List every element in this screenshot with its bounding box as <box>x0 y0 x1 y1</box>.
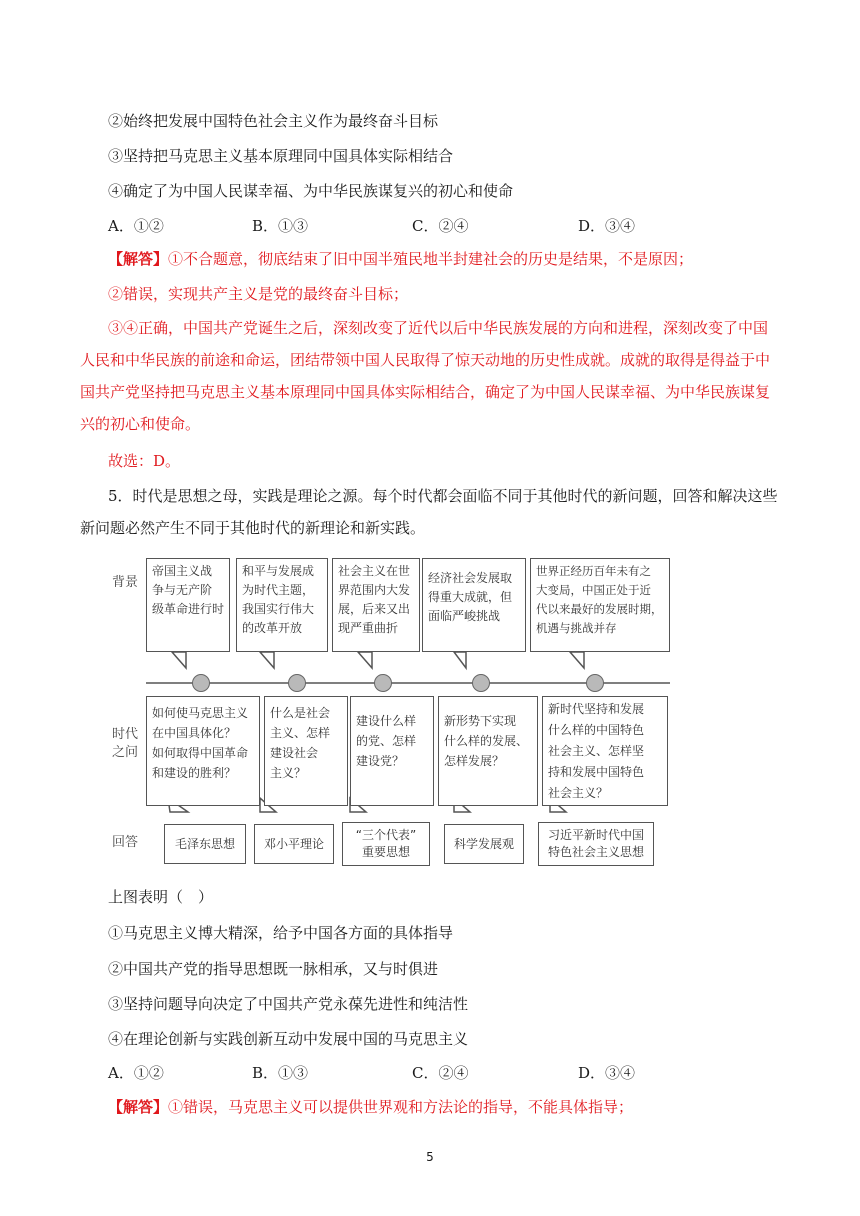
bubble-2-line: 为时代主题， <box>242 583 315 597</box>
background-bubble-1 <box>146 558 230 652</box>
label-question-line-2: 之问 <box>112 745 139 760</box>
question-2-line: 什么是社会 <box>270 706 331 720</box>
question-5-line: 持和发展中国特色 <box>548 765 645 779</box>
background-bubble-2 <box>236 558 328 652</box>
q5-stem-line-2: 新问题必然产生不同于其他时代的新理论和新实践。 <box>80 519 426 537</box>
question-3-line: 建设党？ <box>356 754 405 768</box>
bubble-3-line: 现严重曲折 <box>338 621 399 635</box>
answer-box-3 <box>342 822 430 866</box>
q4-choice-d: D．③④ <box>578 217 636 235</box>
question-5-line: 什么样的中国特色 <box>548 723 645 737</box>
question-4-line: 新形势下实现 <box>444 714 517 728</box>
q4-answer-3-line-3: 国共产党坚持把马克思主义基本原理同中国具体实际相结合，确定了为中国人民谋幸福、为中华民族谋复 <box>80 383 771 401</box>
answer-5-line: 习近平新时代中国 <box>547 828 644 842</box>
question-box-2 <box>264 696 348 806</box>
question-box-5 <box>542 696 668 806</box>
label-question-line-1: 时代 <box>112 727 139 742</box>
answer-1-text: 毛泽东思想 <box>174 836 235 851</box>
question-box-3 <box>350 696 434 806</box>
timeline-dot-1 <box>192 674 210 692</box>
question-5-line: 社会主义？ <box>548 786 609 800</box>
bubble-3-line: 界范围内大发 <box>338 583 411 597</box>
question-1-line: 如何使马克思主义 <box>152 706 249 720</box>
background-bubble-5 <box>530 558 670 652</box>
q4-answer-tag: 【解答】 <box>108 250 169 268</box>
answer-box-4 <box>444 824 524 864</box>
q5-option-2: ②中国共产党的指导思想既一脉相承，又与时俱进 <box>108 960 439 978</box>
timeline-dot-5 <box>586 674 604 692</box>
answer-5-line: 特色社会主义思想 <box>547 845 644 859</box>
bubble-1-line: 帝国主义战 <box>152 564 213 578</box>
question-box-4 <box>438 696 538 806</box>
bubble-3-line: 社会主义在世 <box>338 564 411 578</box>
answer-4-text: 科学发展观 <box>453 836 514 851</box>
label-background: 背景 <box>112 575 139 590</box>
bubble-1-line: 争与无产阶 <box>152 583 213 597</box>
label-answer: 回答 <box>112 835 139 850</box>
bubble-tail-1 <box>172 652 186 668</box>
q5-stem-line-1: 5．时代是思想之母，实践是理论之源。每个时代都会面临不同于其他时代的新问题，回答和解决这些 <box>108 487 778 505</box>
answer-3-line: 重要思想 <box>361 845 410 859</box>
q4-answer-line-1 <box>108 248 693 270</box>
bubble-1-line: 级革命进行时 <box>152 602 225 616</box>
q5-choice-b: B．①③ <box>252 1064 309 1082</box>
question-3-line: 建设什么样 <box>356 714 417 728</box>
bubble-2-line: 的改革开放 <box>242 621 303 635</box>
bubble-3-line: 展，后来又出 <box>338 602 411 616</box>
q5-choice-d: D．③④ <box>578 1064 636 1082</box>
answer-box-2 <box>254 824 334 864</box>
bubble-5-line: 大变局，中国正处于近 <box>536 583 651 597</box>
timeline-dot-2 <box>288 674 306 692</box>
q5-option-4: ④在理论创新与实践创新互动中发展中国的马克思主义 <box>108 1030 469 1048</box>
bubble-tail-2 <box>260 652 274 668</box>
q4-final-answer: 故选：D。 <box>108 452 181 470</box>
question-4-line: 怎样发展？ <box>444 754 505 768</box>
q4-answer-paragraph-3 <box>80 312 780 440</box>
question-1-line: 如何取得中国革命 <box>152 746 249 760</box>
q5-answer-text-1: ①错误，马克思主义可以提供世界观和方法论的指导，不能具体指导； <box>168 1098 634 1116</box>
question-5-line: 新时代坚持和发展 <box>548 702 645 716</box>
q5-prompt: 上图表明（ ） <box>108 888 214 906</box>
bubble-tail-3 <box>358 652 372 668</box>
answer-box-1 <box>164 824 246 864</box>
question-3-line: 的党、怎样 <box>356 734 417 748</box>
q4-option-3: ③坚持把马克思主义基本原理同中国具体实际相结合 <box>108 147 454 165</box>
bubble-2-line: 我国实行伟大 <box>242 602 315 616</box>
question-box-1 <box>146 696 260 806</box>
question-1-line: 在中国具体化？ <box>152 726 237 740</box>
answer-3-line: “三个代表” <box>355 828 417 842</box>
bubble-5-line: 世界正经历百年未有之 <box>536 564 651 578</box>
q4-option-2: ②始终把发展中国特色社会主义作为最终奋斗目标 <box>108 112 439 130</box>
page-number: 5 <box>426 1150 434 1164</box>
timeline-diagram <box>110 552 670 868</box>
question-2-line: 主义、怎样 <box>270 726 331 740</box>
bubble-4-line: 面临严峻挑战 <box>428 609 501 623</box>
question-2-line: 主义？ <box>270 766 307 780</box>
q4-choice-a: A．①② <box>108 217 164 235</box>
background-bubble-4 <box>422 558 526 652</box>
bubble-tail-5 <box>570 652 584 668</box>
q5-stem <box>80 480 800 544</box>
q4-choice-c: C．②④ <box>412 217 469 235</box>
q5-option-1: ①马克思主义博大精深，给予中国各方面的具体指导 <box>108 924 454 942</box>
question-4-line: 什么样的发展、 <box>444 734 529 748</box>
timeline-dot-3 <box>374 674 392 692</box>
bubble-2-line: 和平与发展成 <box>242 564 315 578</box>
q4-choice-b: B．①③ <box>252 217 309 235</box>
q4-answer-line-2: ②错误，实现共产主义是党的最终奋斗目标； <box>108 285 409 303</box>
q4-answer-3-line-2: 人民和中华民族的前途和命运，团结带领中国人民取得了惊天动地的历史性成就。成就的取得是得益于中 <box>80 351 771 369</box>
q5-option-3: ③坚持问题导向决定了中国共产党永葆先进性和纯洁性 <box>108 995 469 1013</box>
question-5-line: 社会主义、怎样坚 <box>548 744 645 758</box>
q5-answer-line-1 <box>108 1096 633 1118</box>
answer-box-5 <box>538 822 654 866</box>
q5-answer-tag: 【解答】 <box>108 1098 169 1116</box>
background-bubble-3 <box>332 558 420 652</box>
q4-answer-3-line-4: 兴的初心和使命。 <box>80 415 201 433</box>
q5-choice-c: C．②④ <box>412 1064 469 1082</box>
question-2-line: 建设社会 <box>270 746 319 760</box>
bubble-5-line: 机遇与挑战并存 <box>536 621 617 635</box>
bubble-4-line: 经济社会发展取 <box>428 571 513 585</box>
timeline-dot-4 <box>472 674 490 692</box>
q4-option-4: ④确定了为中国人民谋幸福、为中华民族谋复兴的初心和使命 <box>108 182 514 200</box>
q4-answer-3-line-1: ③④正确，中国共产党诞生之后，深刻改变了近代以后中华民族发展的方向和进程，深刻改变了中国 <box>108 319 769 337</box>
label-question <box>112 726 138 762</box>
answer-2-text: 邓小平理论 <box>263 836 324 851</box>
bubble-tail-4 <box>454 652 466 668</box>
bubble-5-line: 代以来最好的发展时期， <box>536 602 663 616</box>
q4-answer-text-1: ①不合题意，彻底结束了旧中国半殖民地半封建社会的历史是结果，不是原因； <box>168 250 694 268</box>
bubble-4-line: 得重大成就，但 <box>428 590 513 604</box>
question-1-line: 和建设的胜利？ <box>152 766 237 780</box>
q5-choice-a: A．①② <box>108 1064 164 1082</box>
